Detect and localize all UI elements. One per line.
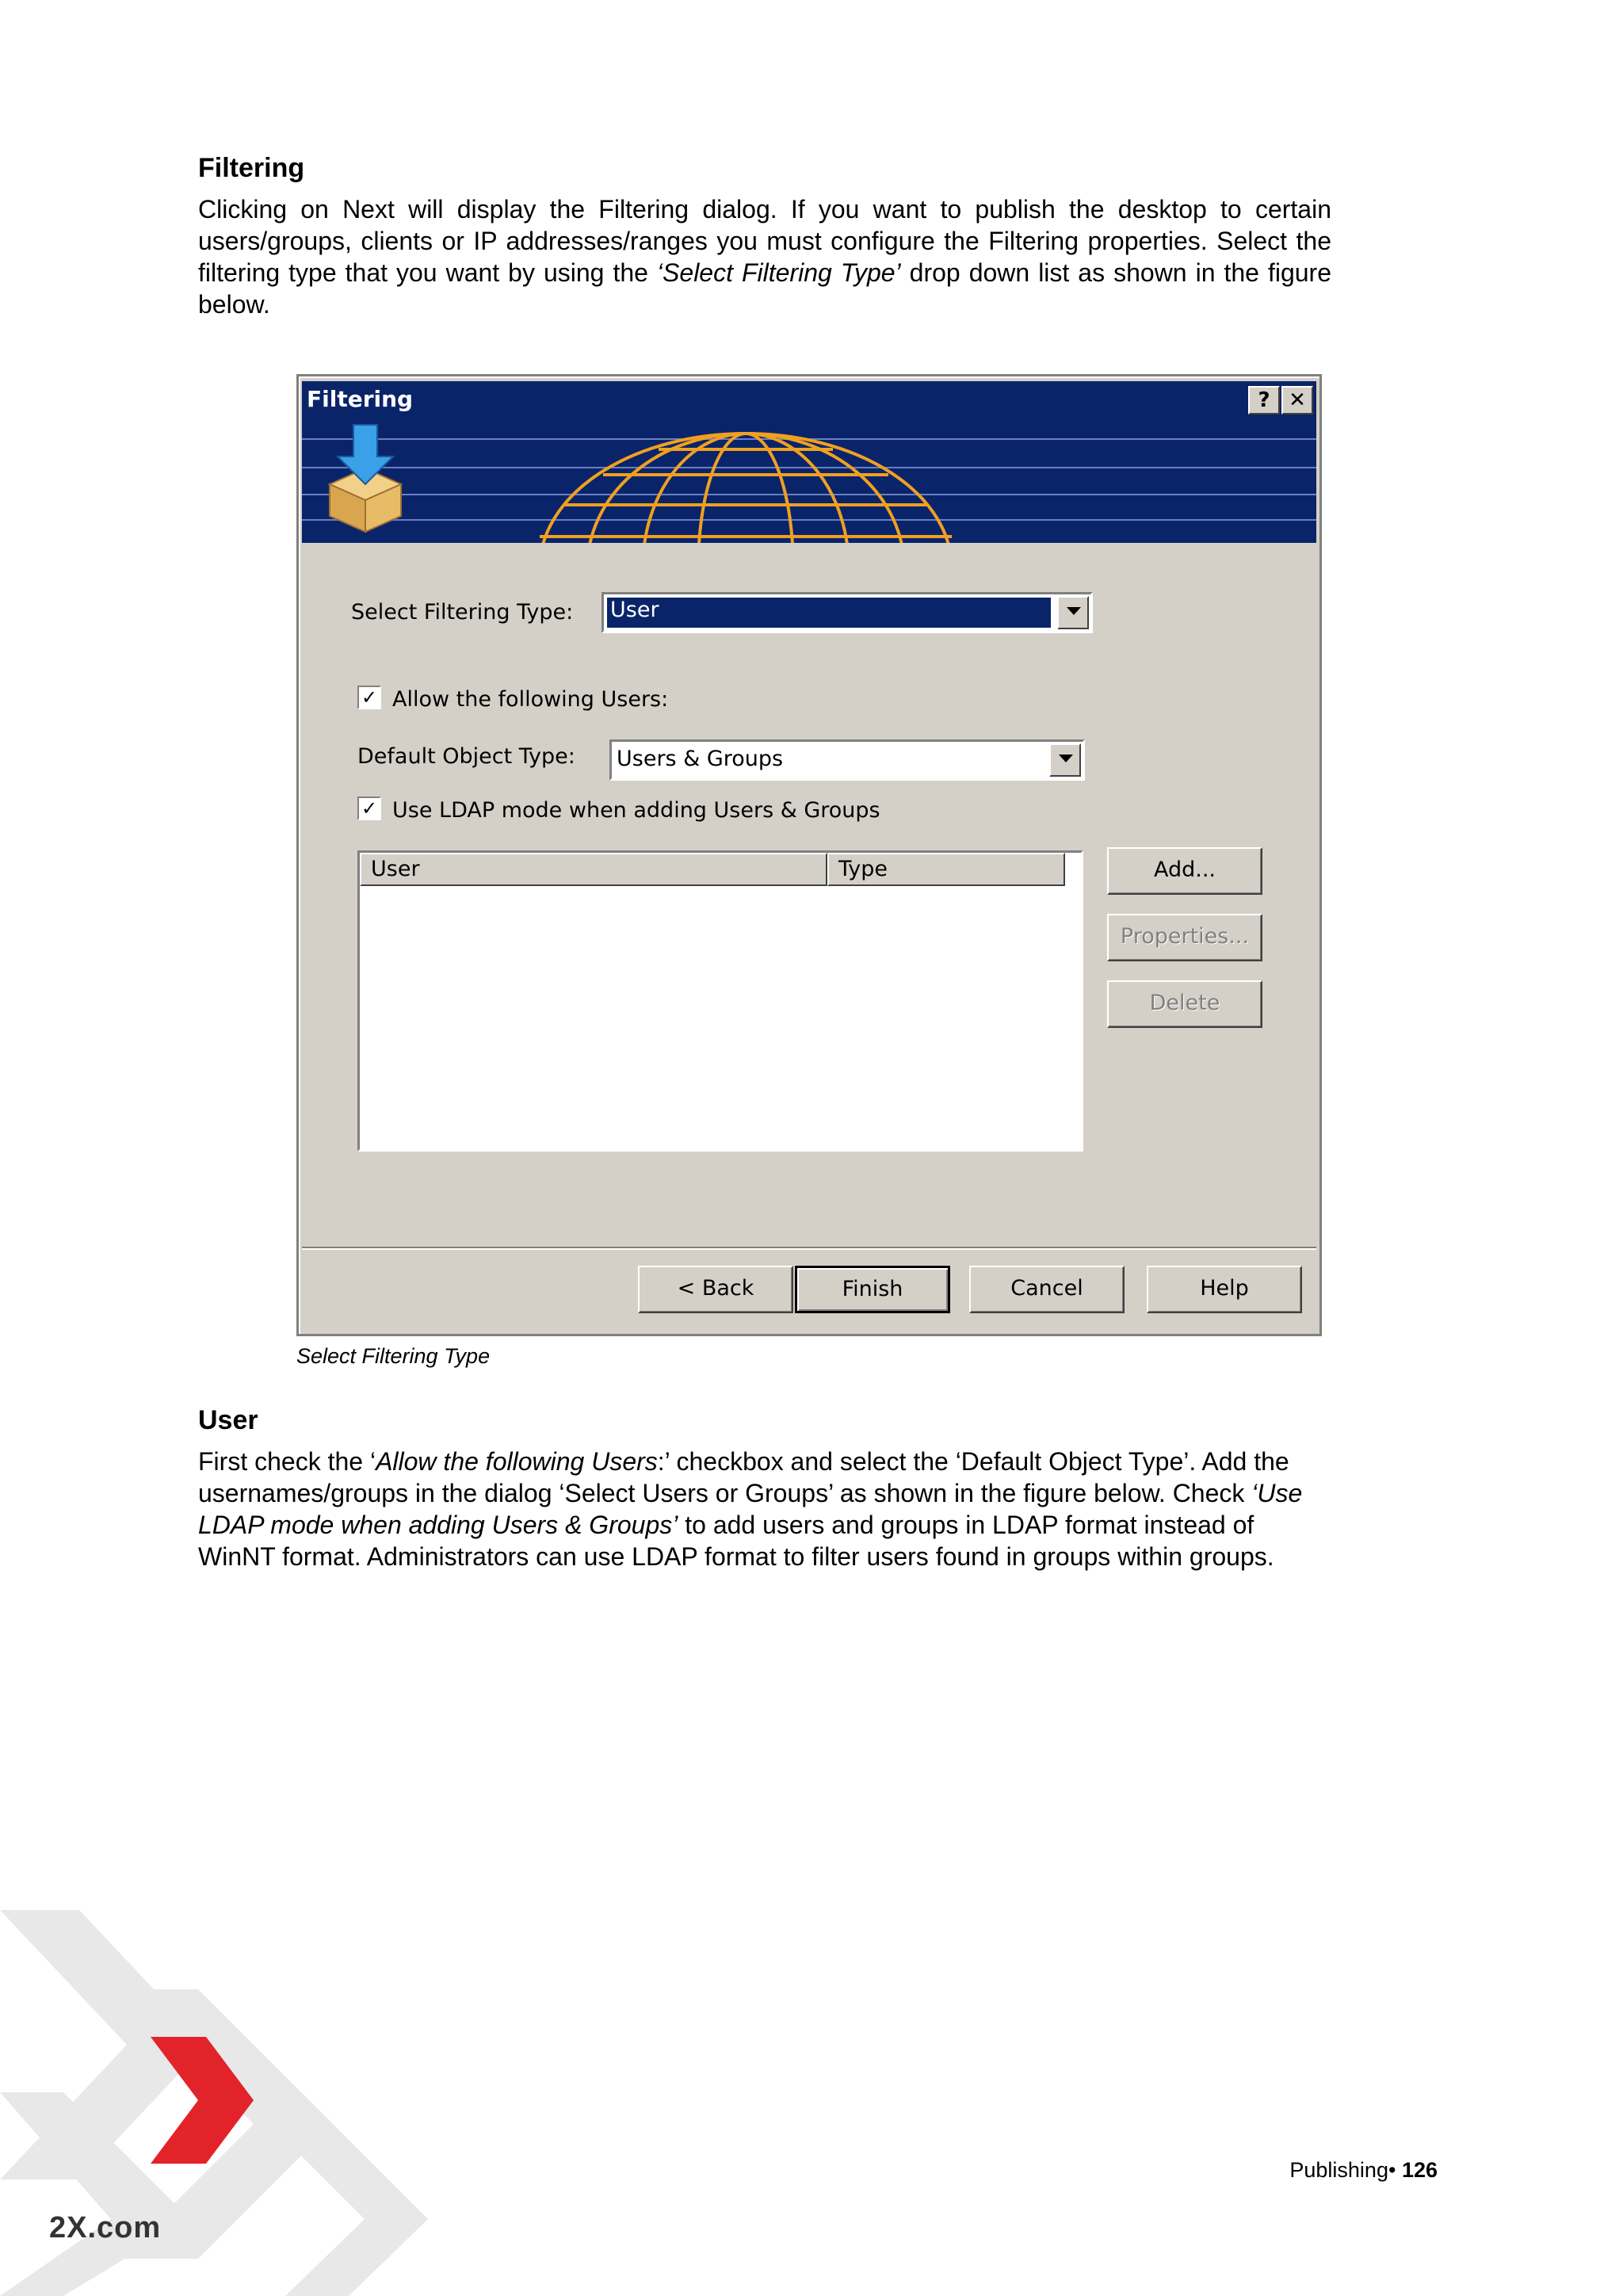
dialog-separator — [302, 1247, 1316, 1250]
globe-icon — [302, 418, 1316, 543]
help-button[interactable]: Help — [1147, 1266, 1302, 1313]
default-object-dropdown[interactable] — [609, 739, 1085, 781]
allow-users-checkbox[interactable]: ✓ — [357, 686, 381, 709]
figure-caption: Select Filtering Type — [296, 1344, 491, 1368]
add-button[interactable]: Add... — [1107, 847, 1262, 895]
install-box-icon — [318, 421, 413, 540]
chevron-down-icon[interactable] — [1057, 596, 1089, 629]
filter-type-value: User — [607, 598, 1051, 628]
section-paragraph: First check the ‘Allow the following Users:’ checkbox and select the ‘Default Object Type’. Add the usernames/groups in the dialog ‘Select Users or Groups’ as shown in the figure below. Check ‘Use LDAP mode when adding Users & Groups’ to add users and groups in LDAP format instead of WinNT format. Administrators can use LDAP format to filter users found in groups within groups. — [198, 1447, 1303, 1571]
section-filtering — [198, 152, 1331, 320]
filtering-dialog — [296, 374, 1322, 1336]
users-list[interactable] — [357, 850, 1083, 1152]
filter-type-dropdown[interactable] — [601, 592, 1093, 633]
page-number: 126 — [1401, 2158, 1438, 2182]
section-heading: Filtering — [198, 153, 305, 183]
dialog-banner — [302, 418, 1316, 543]
ldap-mode-label: Use LDAP mode when adding Users & Groups — [392, 798, 880, 823]
page-footer: Publishing• 126 — [1289, 2158, 1438, 2182]
filter-type-label: Select Filtering Type: — [351, 600, 574, 625]
dialog-titlebar — [302, 381, 1316, 418]
help-icon[interactable]: ? — [1248, 386, 1280, 415]
column-header-type[interactable]: Type — [827, 853, 1065, 886]
finish-button[interactable]: Finish — [795, 1266, 950, 1313]
company-logo: 2X.com — [49, 2211, 162, 2244]
dialog-title: Filtering — [307, 386, 414, 412]
cancel-button[interactable]: Cancel — [969, 1266, 1125, 1313]
chevron-down-icon[interactable] — [1049, 743, 1081, 777]
delete-button[interactable]: Delete — [1107, 980, 1262, 1028]
properties-button[interactable]: Properties... — [1107, 914, 1262, 961]
back-button[interactable]: < Back — [638, 1266, 793, 1313]
default-object-value: Users & Groups — [617, 747, 784, 771]
ldap-mode-checkbox[interactable]: ✓ — [357, 797, 381, 820]
default-object-label: Default Object Type: — [357, 744, 575, 769]
section-heading: User — [198, 1405, 258, 1435]
section-paragraph: Clicking on Next will display the Filtering dialog. If you want to publish the desktop to certain users/groups, clients or IP addresses/ranges you must configure the Filtering properties. Select the filtering type that you want by using the ‘Select Filtering Type’ drop down list as shown in the figure below. — [198, 195, 1332, 319]
allow-users-label: Allow the following Users: — [392, 687, 669, 712]
column-header-user[interactable]: User — [360, 853, 827, 886]
close-icon[interactable]: ✕ — [1281, 386, 1313, 415]
section-user — [198, 1404, 1331, 1572]
